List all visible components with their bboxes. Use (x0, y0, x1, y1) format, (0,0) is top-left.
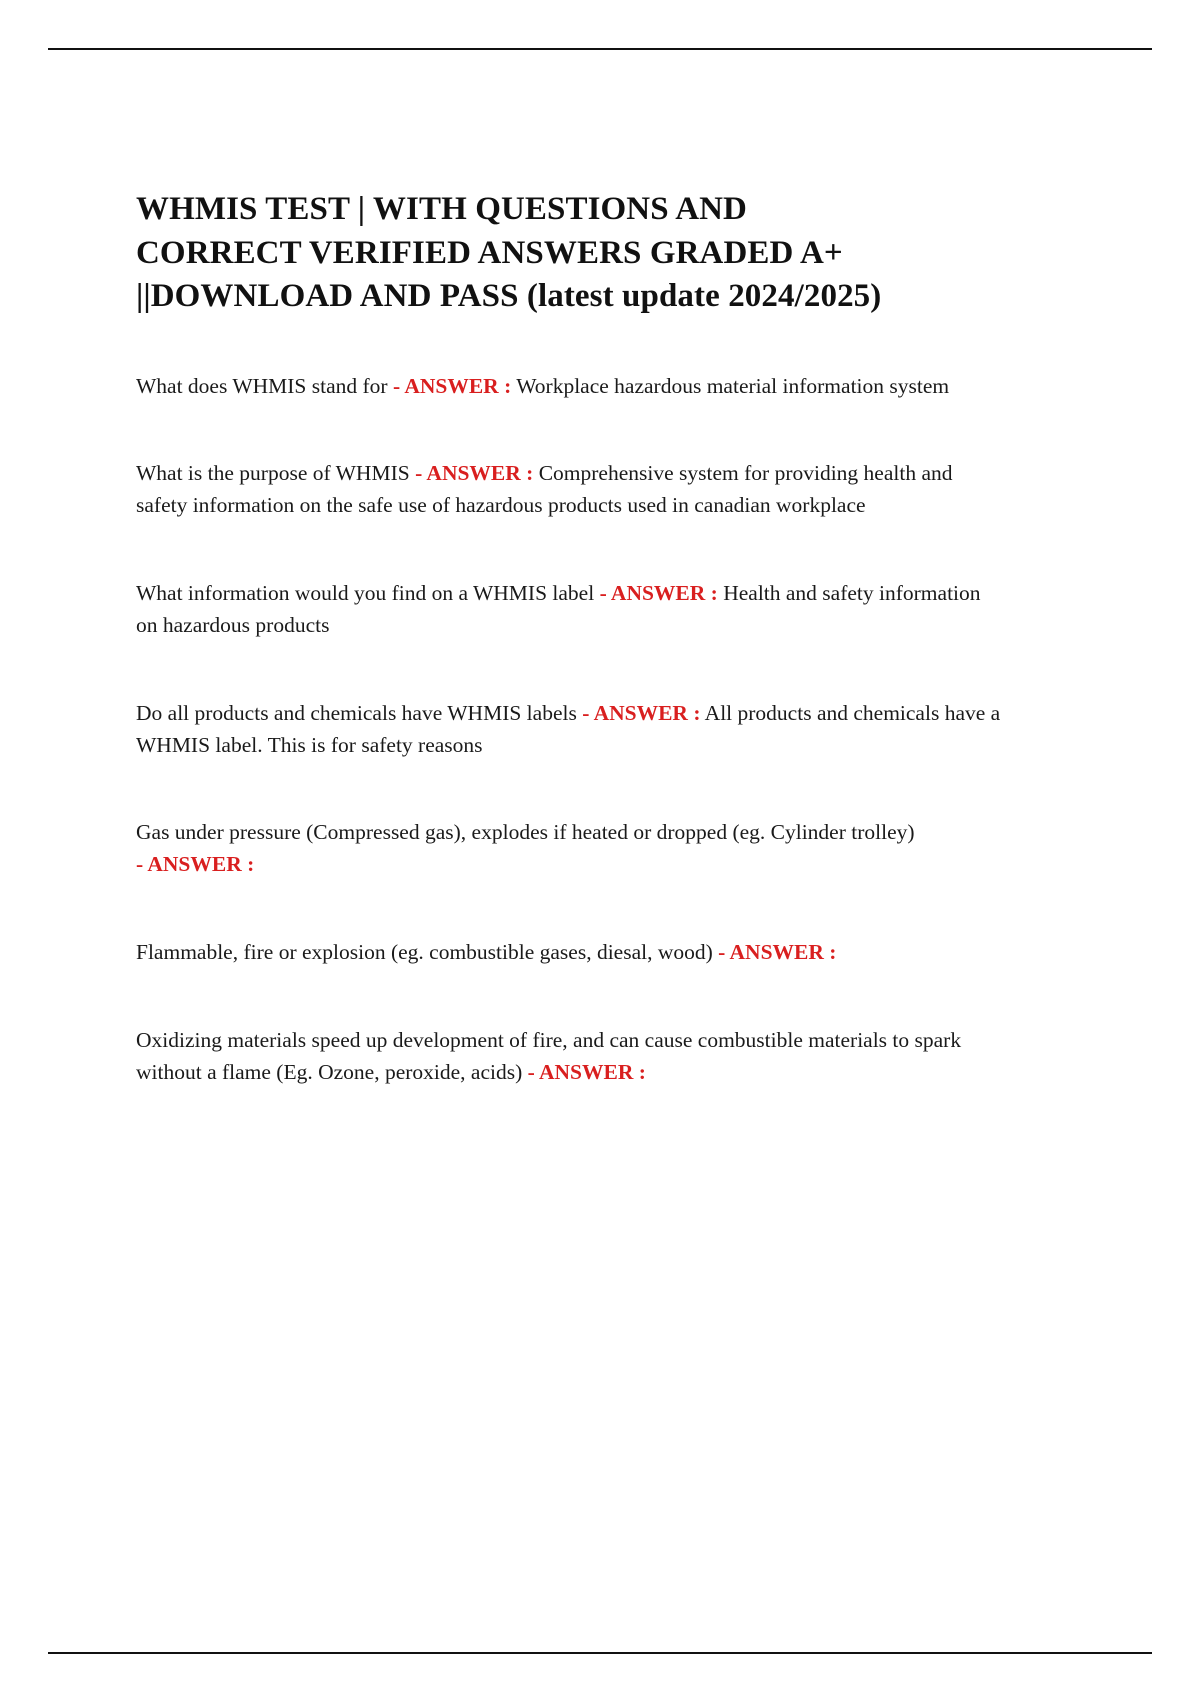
question-text: Gas under pressure (Compressed gas), explodes if heated or dropped (eg. Cylinder trolley) (136, 820, 915, 845)
answer-marker: - ANSWER : (582, 700, 701, 725)
question-text: What information would you find on a WHMIS label (136, 581, 600, 606)
qa-block (136, 458, 1006, 522)
page-title-line-1: WHMIS TEST | WITH QUESTIONS AND (136, 191, 747, 227)
qa-block (136, 817, 1006, 881)
page-title-line-2: CORRECT VERIFIED ANSWERS GRADED A+ (136, 234, 843, 271)
answer-text: All products and chemicals have a WHMIS label. This is for safety reasons (136, 700, 1001, 757)
answer-marker: - ANSWER : (599, 581, 718, 606)
answer-text: Workplace hazardous material information system (511, 373, 950, 398)
question-text: What does WHMIS stand for (136, 373, 393, 398)
answer-text: Health and safety information on hazardous products (136, 581, 981, 637)
page-title-line-3: ||DOWNLOAD AND PASS (latest update 2024/2025) (136, 278, 882, 315)
page-title (136, 188, 1006, 319)
qa-block (136, 698, 1006, 762)
answer-marker: - ANSWER : (136, 852, 255, 877)
answer-marker: - ANSWER : (718, 939, 837, 964)
answer-text: Comprehensive system for providing health and safety information on the safe use of hazardous products used in canadian workplace (136, 461, 953, 518)
question-text: What is the purpose of WHMIS (136, 461, 416, 486)
answer-marker: - ANSWER : (392, 373, 512, 398)
qa-block (136, 371, 1006, 403)
qa-block (136, 1025, 1006, 1089)
answer-marker: - ANSWER : (527, 1059, 646, 1084)
footer-divider (48, 1652, 1152, 1654)
qa-block (136, 937, 1006, 969)
qa-block (136, 578, 1006, 642)
question-text: Do all products and chemicals have WHMIS labels (136, 700, 583, 725)
answer-marker: - ANSWER : (415, 461, 534, 486)
document-content (136, 188, 1006, 1088)
question-text: Oxidizing materials speed up development of fire, and can cause combustible materials to spark without a flame (Eg. Ozone, peroxide, acids) (136, 1027, 962, 1084)
header-divider (48, 48, 1152, 50)
question-text: Flammable, fire or explosion (eg. combustible gases, diesal, wood) (136, 939, 719, 964)
